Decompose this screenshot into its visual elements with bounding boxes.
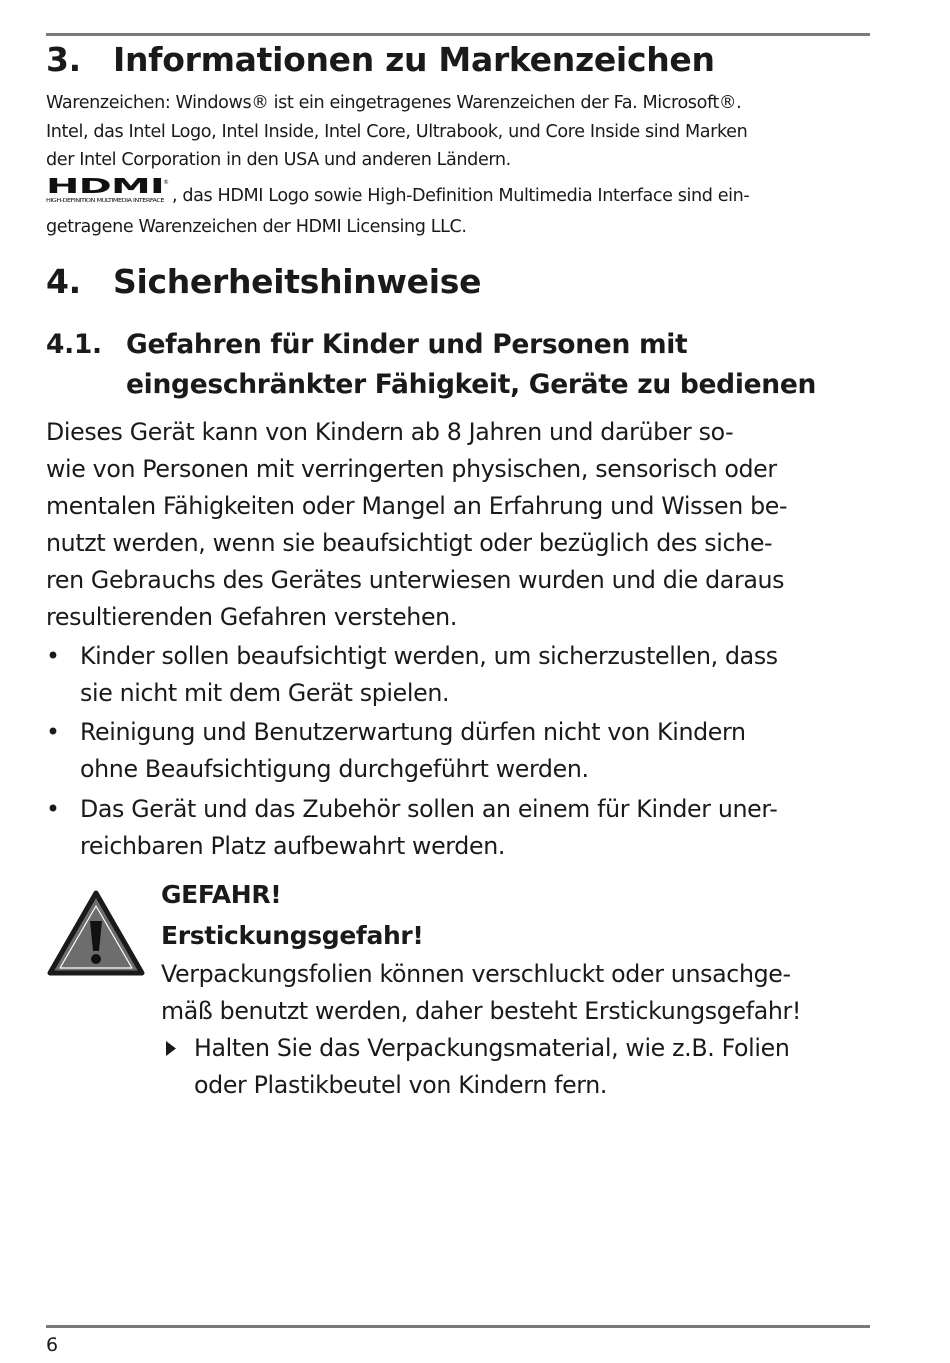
warning-triangle-icon [47, 888, 145, 978]
text-line: Intel, das Intel Logo, Intel Inside, Intel Core, Ultrabook, und Core Inside sind Marken [46, 121, 748, 142]
text-line: der Intel Corporation in den USA und anderen Ländern. [46, 150, 511, 170]
text-line: Das Gerät und das Zubehör sollen an einem für Kinder uner- [80, 794, 778, 823]
manual-page [46, 0, 870, 1363]
intro-paragraph [46, 414, 870, 635]
text-line: ohne Beaufsichtigung durchgeführt werden. [80, 755, 589, 784]
section-number: 3. [46, 40, 81, 79]
bullet-dot: • [46, 794, 60, 823]
section-4-heading [46, 262, 481, 301]
trademark-paragraph [46, 89, 870, 175]
text-line: sie nicht mit dem Gerät spielen. [80, 678, 450, 707]
text-line: getragene Warenzeichen der HDMI Licensing LLC. [46, 216, 467, 237]
bullet-dot: • [46, 642, 60, 670]
text-line: mäß benutzt werden, daher besteht Erstickungsgefahr! [161, 996, 802, 1025]
text-line: Warenzeichen: Windows® ist ein eingetragenes Warenzeichen der Fa. Microsoft®. [46, 93, 742, 113]
subsection-number: 4.1. [46, 329, 102, 360]
list-item [46, 714, 870, 788]
subsection-title-line: eingeschränkter Fähigkeit, Geräte zu bedienen [126, 369, 817, 400]
text-line: reichbaren Platz aufbewahrt werden. [80, 831, 506, 860]
section-number: 4. [46, 262, 81, 301]
text-line: nutzt werden, wenn sie beaufsichtigt oder bezüglich des siche- [46, 528, 773, 557]
hdmi-logo-graphic [46, 174, 169, 204]
bottom-rule [46, 1325, 870, 1328]
danger-text [161, 956, 881, 1030]
section-4-1-heading [46, 325, 816, 405]
text-line: Halten Sie das Verpackungsmaterial, wie z.B. Folien [194, 1033, 790, 1062]
text-line: mentalen Fähigkeiten oder Mangel an Erfahrung und Wissen be- [46, 491, 788, 520]
text-line: Verpackungsfolien können verschluckt oder unsachge- [161, 960, 791, 988]
text-line: resultierenden Gefahren verstehen. [46, 602, 458, 631]
bullet-dot: • [46, 718, 60, 747]
top-rule [46, 33, 870, 36]
page-number: 6 [46, 1334, 59, 1356]
section-title: Sicherheitshinweise [113, 262, 482, 301]
triangle-right-icon [165, 1040, 177, 1057]
list-item [46, 791, 870, 865]
danger-action [161, 1030, 881, 1104]
hdmi-paragraph [46, 174, 870, 241]
section-title: Informationen zu Markenzeichen [113, 40, 715, 79]
text-line [46, 174, 870, 213]
section-3-heading [46, 40, 715, 79]
text-line: wie von Personen mit verringerten physischen, sensorisch oder [46, 454, 777, 483]
registered-mark: ® [163, 179, 169, 186]
hdmi-wordmark: HDMI [46, 174, 164, 198]
danger-label: GEFAHR! [161, 880, 282, 909]
text-line: Reinigung und Benutzerwartung dürfen nicht von Kindern [80, 718, 746, 747]
hdmi-text: , das HDMI Logo sowie High-Definition Multimedia Interface sind ein- [172, 186, 750, 206]
subsection-title-line: Gefahren für Kinder und Personen mit [126, 329, 688, 360]
text-line: Dieses Gerät kann von Kindern ab 8 Jahren und darüber so- [46, 418, 734, 446]
list-item [46, 638, 870, 712]
hdmi-logo [46, 174, 169, 213]
bullet-list [46, 638, 870, 867]
hdmi-tagline: HIGH-DEFINITION MULTIMEDIA INTERFACE [46, 198, 165, 204]
text-line: Kinder sollen beaufsichtigt werden, um sicherzustellen, dass [80, 642, 778, 670]
text-line: oder Plastikbeutel von Kindern fern. [194, 1070, 608, 1099]
text-line: ren Gebrauchs des Gerätes unterwiesen wurden und die daraus [46, 565, 785, 594]
danger-subtitle: Erstickungsgefahr! [161, 921, 424, 950]
danger-notice [161, 874, 881, 1104]
